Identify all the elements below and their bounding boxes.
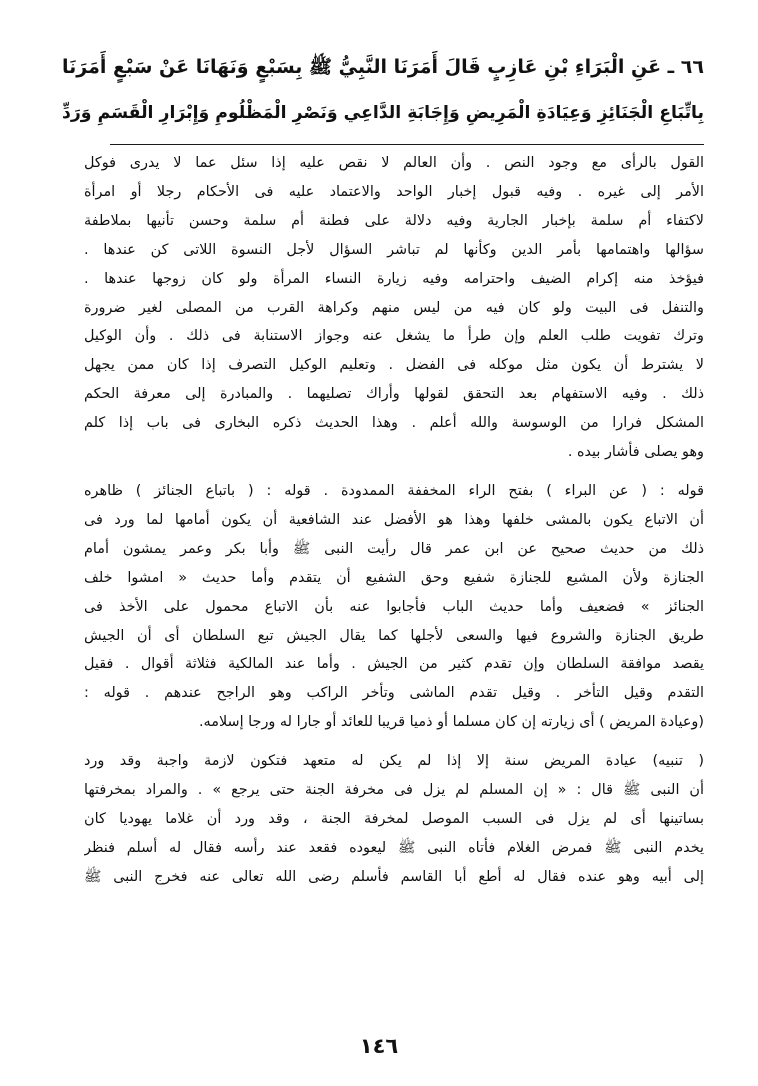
text-line: القول بالرأى مع وجود النص . وأن العالم لا نقص عليه إذا سئل عما لا يدرى فوكل	[84, 155, 704, 171]
text-line: بساتينها أى لم يزل فى السبب الموصل لمخرفة الجنة ، وقد ورد أن غلاما يهوديا كان	[84, 810, 704, 827]
text-line: أن الاتباع يكون بالمشى خلفها وهذا هو الأفضل عند الشافعية أن يكون أمامها لما ورد فى	[84, 511, 704, 528]
text-line: لا يشترط أن يكون مثل موكله فى الفضل . وتعليم الوكيل التصرف إذا كان ممن يجهل	[84, 357, 704, 374]
text-line: ذلك من حديث صحيح عن ابن عمر قال رأيت النبى ﷺ وأبا بكر وعمر يمشون أمام	[84, 540, 704, 557]
section-divider	[110, 144, 704, 145]
text-line: إلى أبيه وهو عنده فقال له أطع أبا القاسم فأسلم رضى الله تعالى عنه فخرج النبى ﷺ	[84, 868, 704, 885]
text-line: الجنائز » فضعيف وأما حديث الباب فأجابوا عنه بأن الاتباع محمول على الأخذ فى	[84, 598, 704, 615]
text-line: أن النبى ﷺ قال : « إن المسلم لم يزل فى مخرفة الجنة حتى يرجع » . والمراد بمخرفتها	[84, 782, 704, 799]
text-line: طريق الجنازة والشروع فيها والسعى لأجلها كما يقال الجيش تبع السلطان أى أن الجيش	[84, 627, 704, 644]
text-line: وترك تفويت طلب العلم وإن طرأ ما يشغل عنه وجواز الاستنابة فى ذلك . وأن الوكيل	[84, 328, 704, 345]
text-line: وهو يصلى فأشار بيده .	[567, 444, 704, 461]
text-line: ذلك . وفيه الاستفهام بعد التحقق لقولها وأراك تصليهما . والمبادرة إلى معرفة الحكم	[84, 386, 704, 403]
text-line: يخدم النبى ﷺ فمرض الغلام فأتاه النبى ﷺ ليعوده فقعد عند رأسه فقال له أسلم فنظر	[84, 839, 704, 856]
text-line: والتنفل فى البيت ولو كان فيه من ليس منهم وكراهة القرب من المصلى لغير ضرورة	[84, 299, 704, 316]
text-line: التقدم وقيل التأخر . وقيل تقدم الماشى وتأخر الراكب وهو الراجح عندهم . قوله :	[84, 685, 704, 702]
text-line: لاكتفاء أم سلمة بإخبار الجارية وفيه دلالة على فطنة أم سلمة وحسن تأنيها بملاطفة	[84, 212, 704, 229]
text-line: فيؤخذ منه إكرام الضيف واحترامه وفيه زيارة النساء المرأة ولو كان زوجها عندها .	[84, 270, 704, 287]
text-line: الجنازة ولأن المشيع للجنازة شفيع وحق الشفيع أن يتقدم وأما حديث « امشوا خلف	[84, 569, 704, 586]
text-line: يقصد موافقة السلطان وإن تقدم كثير من الجيش . وأما عند المالكية فثلاثة أقوال . فقيل	[84, 656, 704, 673]
text-line: الأمر إلى غيره . وفيه قبول إخبار الواحد والاعتماد عليه فى الأحكام رجلا أو امرأة	[84, 183, 704, 200]
commentary-paragraph	[84, 149, 704, 467]
text-line: المشكل فرارا من الوسوسة والله أعلم . وهذا الحديث ذكره البخارى فى باب إذا كلم	[84, 415, 704, 432]
commentary-text	[84, 149, 704, 892]
text-line: (وعيادة المريض ) أى زيارته إن كان مسلما أو ذميا قريبا للعائد أو جارا له ورجا إسلامه.	[198, 714, 704, 731]
text-line: ( تنبيه) عيادة المريض سنة إلا إذا لم يكن له متعهد فتكون لازمة واجبة وقد ورد	[84, 753, 704, 770]
commentary-paragraph	[84, 477, 704, 737]
hadith-line: بِاتِّبَاعِ الْجَنَائِزِ وَعِيَادَةِ الْمَرِيضِ وَإِجَابَةِ الدَّاعِي وَنَصْرِ الْمَظْلُومِ وَإِبْرَارِ الْقَسَمِ وَرَدِّ	[62, 103, 704, 123]
page-number: ١٤٦	[359, 1034, 399, 1058]
text-line: قوله : ( عن البراء ) بفتح الراء المخففة الممدودة . قوله : ( باتباع الجنائز ) ظاهره	[84, 482, 704, 499]
hadith-line: ٦٦ ـ عَنِ الْبَرَاءِ بْنِ عَازِبٍ قَالَ أَمَرَنَا النَّبِيُّ ﷺ بِسَبْعٍ وَنَهَانَا عَنْ سَبْعٍ أَمَرَنَا	[62, 56, 704, 78]
commentary-paragraph	[84, 747, 704, 892]
text-line: سؤالها واهتمامها بأمر الدين وكأنها لم تباشر السؤال لأجل النسوة اللاتى كن عندها .	[84, 241, 704, 258]
hadith-text	[62, 44, 704, 136]
